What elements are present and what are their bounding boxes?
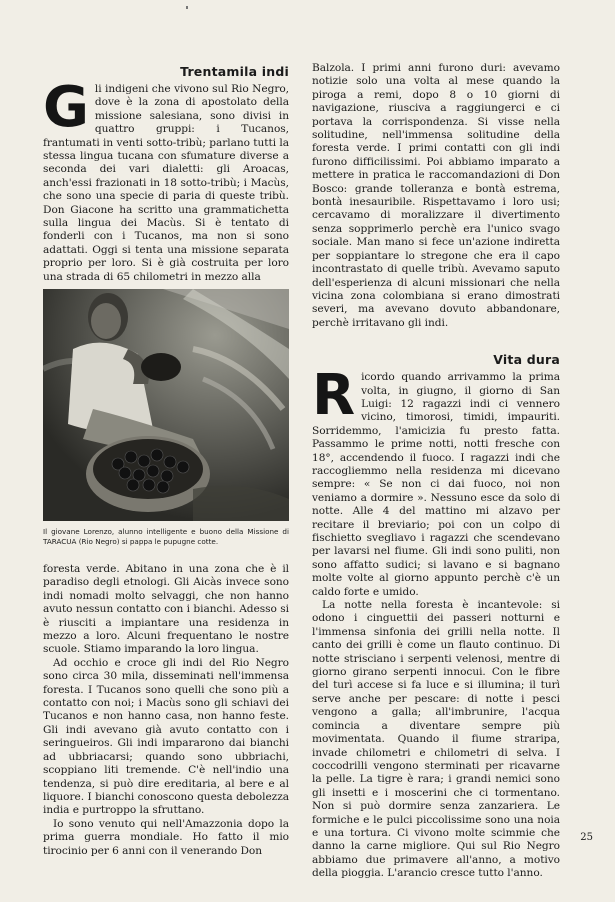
article-paragraph: La notte nella foresta è incantevole: si odono i cinguettii dei passeri notturni e l'immensa sinfonia dei grilli nella notte. Il canto dei grilli è come un flauto continuo. Di notte strisciano i serpenti velenosi, mentre di giorno girano serpenti innocui. Con le fibre del turì accese si fa luce e si illumina; il turì serve anche per pescare: di notte i pesci vengono a galla; all'imbrunire, l'acqua comincia a diventare sempre più movimentata. Quando il fiume straripa, invade chilometri e chilometri di selva. I coccodrilli vengono sterminati per ricavarne la pelle. La tigre è rara; i grandi nemici sono gli insetti e i moscerini che ci tormentano. Non si può dormire senza zanzariera. Le formiche e le pulci piccolissime sono una noia e una tortura. Ci vivono molte scimmie che danno la carne migliore. Qui sul Rio Negro abbiamo due primavere all'anno, a motivo della pioggia. L'arancio cresce tutto l'anno. [312,599,560,880]
article-paragraph: foresta verde. Abitano in una zona che è il paradiso degli etnologi. Gli Aicàs invece sono indi nomadi molto selvaggi, che non hanno avuto nessun contatto con i bianchi. Adesso si è riusciti a impiantare una residenza in mezzo a loro. Alcuni frequentano le nostre scuole. Stiamo imparando la loro lingua. [43,563,289,656]
page-number: 25 [580,832,593,843]
left-column [43,50,289,284]
print-speck [186,6,188,9]
photo-caption: Il giovane Lorenzo, alunno intelligente e buono della Missione di TARACUA (Rio Negro) si pappa le pupugne cotte. [43,527,289,546]
right-column [312,50,560,881]
paragraph-text: li indigeni che vivono sul Rio Negro, dove è la zona di apostolato della missione salesiana, sono divisi in quattro gruppi: i Tucanos, frantumati in venti sotto-tribù; parlano tutti la stessa lingua tucana con sfumature diverse a seconda dei vari dialetti: gli Aroacas, anch'essi frazionati in 18 sotto-tribù; i Macùs, che sono una specie di paria di queste tribù. Don Giacone ha scritto una grammatichetta sulla lingua dei Macùs. Si è tentato di fonderli con i Tucanos, ma non si sono adattati. Oggi si tenta una missione separata proprio per loro. Si è già costruita per loro una strada di 65 chilometri in mezzo alla [43,83,289,283]
article-paragraph: Io sono venuto qui nell'Amazzonia dopo la prima guerra mondiale. Ho fatto il mio tirocinio per 6 anni con il venerando Don [43,817,289,857]
section-heading-vita-dura: Vita dura [493,352,560,368]
article-paragraph [312,363,560,599]
article-paragraph: Ad occhio e croce gli indi del Rio Negro sono circa 30 mila, disseminati nell'immensa foresta. I Tucanos sono quelli che sono più a contatto con noi; i Macùs sono gli schiavi dei Tucanos e non hanno casa, non hanno feste. Gli indi avevano già avuto contatto con i seringueiros. Gli indi impararono dai bianchi ad ubbriacarsi; quando sono ubbriachi, scoppiano liti tremende. C'è nell'indio una tendenza, si può dire ereditaria, al bere e al liquore. I bianchi conoscono questa debolezza india e purtroppo la sfruttano. [43,656,289,817]
drop-cap: G [43,75,89,140]
photo-image [43,289,289,521]
article-paragraph [43,75,289,284]
section-heading-trentamila: Trentamila indi [180,64,289,79]
drop-cap: R [312,363,356,429]
paragraph-text: icordo quando arrivammo la prima volta, in giugno, il giorno di San Luigi: 12 ragazzi indi ci vennero vicino, timorosi, timidi, impauriti. Sorridemmo, l'amicizia fu presto fatta. Passammo le prime notti, notti fresche con 18°, accendendo il fuoco. I ragazzi indi che raccogliemmo nella residenza mi dicevano sempre: « Se non ci dai fuoco, noi non veniamo a dormire ». Nessuno esce da solo di notte. Alle 4 del mattino mi alzavo per recitare il breviario; poi con un colpo di fischietto svegliavo i ragazzi che scendevano per lavarsi nel fiume. Gli indi sono puliti, non sono affatto sudici; si lavano e si bagnano molte volte al giorno appunto perchè c'è un caldo forte e umido. [312,371,560,598]
photo-lorenzo [43,289,289,521]
left-column-lower [43,563,289,858]
article-paragraph: Balzola. I primi anni furono duri: avevamo notizie solo una volta al mese quando la piroga a remi, dopo 8 o 10 giorni di navigazione, riusciva a raggiungerci e ci portava la corrispondenza. Si visse nella solitudine, nell'immensa solitudine della foresta verde. I primi contatti con gli indi furono difficilissimi. Poi abbiamo imparato a mettere in pratica le raccomandazioni di Don Bosco: grande tolleranza e bontà estrema, bontà inesauribile. Rispettavamo i loro usi; cercavamo di moralizzare il divertimento senza sopprimerlo perchè era l'unico svago sociale. Man mano si fece un'azione indiretta per soppiantare lo stregone che era il capo incontrastato di quelle tribù. Avevamo saputo dell'esperienza di alcuni missionari che nella vicina zona colombiana si erano dimostrati severi, ma avevano dovuto abbandonare, perchè irritavano gli indi. [312,62,560,329]
